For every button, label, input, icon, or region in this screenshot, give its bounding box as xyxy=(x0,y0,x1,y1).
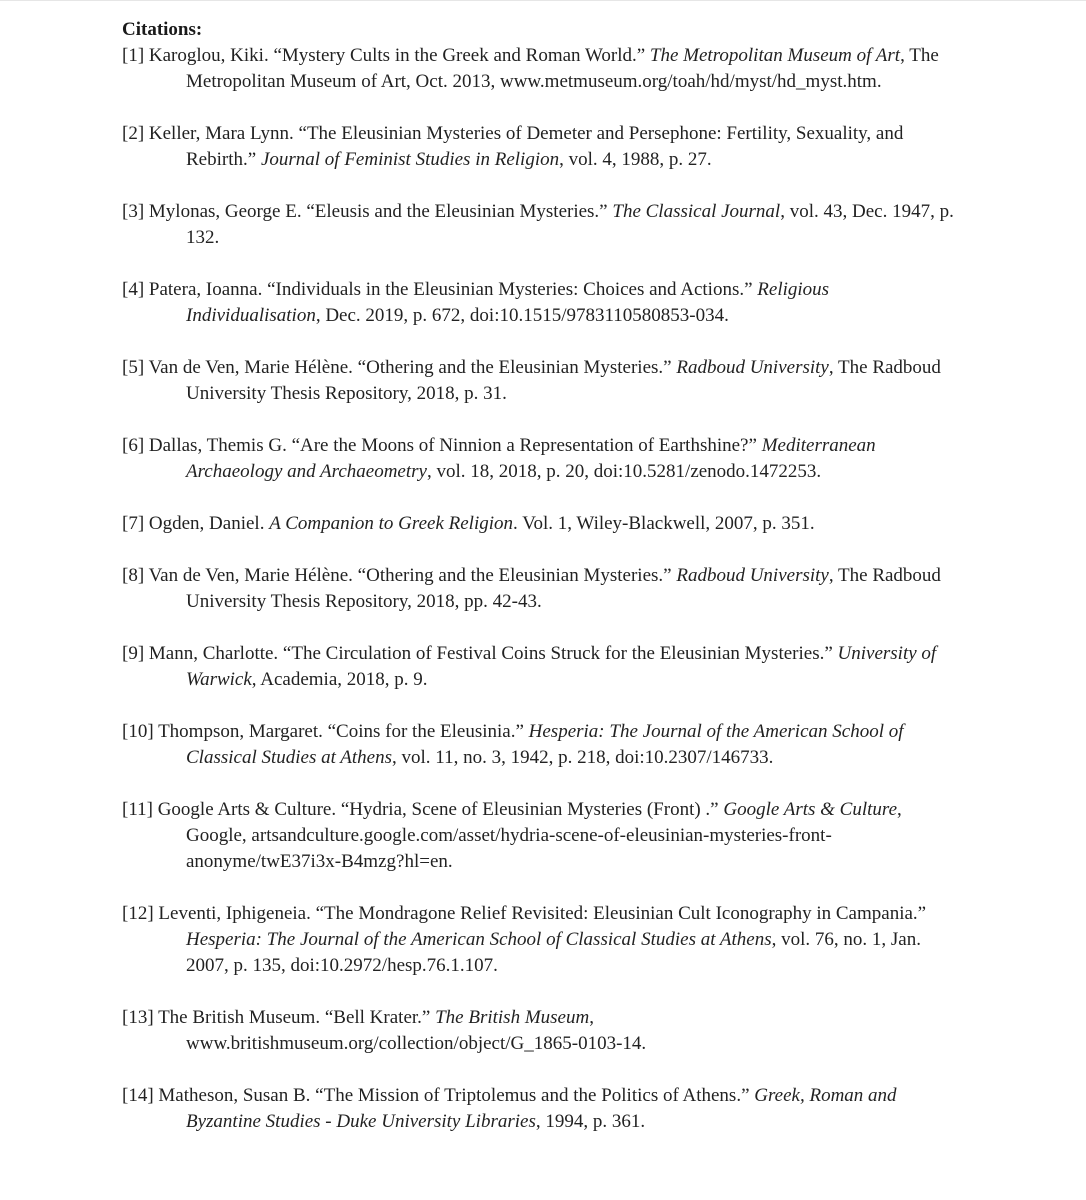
citation-9 xyxy=(122,641,962,693)
citation-5 xyxy=(122,355,962,407)
citation-text: Google Arts & Culture. “Hydria, Scene of Eleusinian Mysteries (Front) .” xyxy=(152,799,724,820)
citation-11 xyxy=(122,797,962,875)
citation-details: , vol. 18, 2018, p. 20, doi:10.5281/zenodo.1472253. xyxy=(426,461,822,482)
citation-text: Dallas, Themis G. “Are the Moons of Ninnion a Representation of Earthshine?” xyxy=(144,435,762,456)
citation-number: [11] xyxy=(122,799,153,820)
citation-source: The Classical Journal xyxy=(612,201,781,222)
citation-number: [5] xyxy=(122,357,145,378)
citation-details: . Vol. 1, Wiley-Blackwell, 2007, p. 351. xyxy=(513,513,815,534)
citation-number: [2] xyxy=(122,123,145,144)
citation-details: , The Metropolitan Museum of Art, Oct. 2013, www.metmuseum.org/toah/hd/myst/hd_myst.htm. xyxy=(186,45,939,92)
citation-source: Greek, Roman and Byzantine Studies - Duke University Libraries xyxy=(186,1085,897,1132)
citation-number: [12] xyxy=(122,903,154,924)
citation-text: Van de Ven, Marie Hélène. “Othering and the Eleusinian Mysteries.” xyxy=(144,357,677,378)
citation-source: Radboud University xyxy=(676,565,829,586)
citation-source: Google Arts & Culture xyxy=(723,799,898,820)
citation-number: [8] xyxy=(122,565,145,586)
citation-14 xyxy=(122,1083,962,1135)
citations-heading: Citations: xyxy=(122,19,203,40)
citation-details: , vol. 11, no. 3, 1942, p. 218, doi:10.2307/146733. xyxy=(392,747,774,768)
citation-4 xyxy=(122,277,962,329)
citation-text: The British Museum. “Bell Krater.” xyxy=(153,1007,436,1028)
citation-number: [1] xyxy=(122,45,145,66)
citation-details: , The Radboud University Thesis Repository, 2018, pp. 42-43. xyxy=(186,565,941,612)
citation-text: Mann, Charlotte. “The Circulation of Festival Coins Struck for the Eleusinian Mysteries.” xyxy=(144,643,838,664)
citation-6 xyxy=(122,433,962,485)
citation-text: Ogden, Daniel. xyxy=(144,513,270,534)
citation-number: [14] xyxy=(122,1085,154,1106)
citation-text: Karoglou, Kiki. “Mystery Cults in the Greek and Roman World.” xyxy=(144,45,650,66)
citation-text: Keller, Mara Lynn. “The Eleusinian Mysteries of Demeter and Persephone: Fertility, Sexuality, and Rebirth.” xyxy=(144,123,904,170)
citation-source: University of Warwick xyxy=(186,643,937,690)
citation-text: Matheson, Susan B. “The Mission of Triptolemus and the Politics of Athens.” xyxy=(153,1085,755,1106)
citation-details: , Dec. 2019, p. 672, doi:10.1515/9783110580853-034. xyxy=(315,305,729,326)
citation-details: , Academia, 2018, p. 9. xyxy=(251,669,428,690)
citation-details: , The Radboud University Thesis Repository, 2018, p. 31. xyxy=(186,357,941,404)
citation-text: Patera, Ioanna. “Individuals in the Eleusinian Mysteries: Choices and Actions.” xyxy=(144,279,758,300)
citation-number: [13] xyxy=(122,1007,154,1028)
citation-source: Journal of Feminist Studies in Religion xyxy=(260,149,560,170)
citation-number: [10] xyxy=(122,721,154,742)
citation-source: Hesperia: The Journal of the American School of Classical Studies at Athens xyxy=(186,721,904,768)
citation-source: Mediterranean Archaeology and Archaeometry xyxy=(186,435,876,482)
citation-2 xyxy=(122,121,962,173)
citation-details: , vol. 43, Dec. 1947, p. 132. xyxy=(186,201,954,248)
citation-source: The Metropolitan Museum of Art xyxy=(649,45,901,66)
citation-details: , www.britishmuseum.org/collection/object/G_1865-0103-14. xyxy=(186,1007,647,1054)
citation-details: , vol. 76, no. 1, Jan. 2007, p. 135, doi:10.2972/hesp.76.1.107. xyxy=(186,929,921,976)
citation-text: Thompson, Margaret. “Coins for the Eleusinia.” xyxy=(153,721,529,742)
citations-document xyxy=(122,17,962,1161)
citation-8 xyxy=(122,563,962,615)
citation-13 xyxy=(122,1005,962,1057)
citation-source: Hesperia: The Journal of the American School of Classical Studies at Athens xyxy=(186,929,772,950)
citation-details: , 1994, p. 361. xyxy=(535,1111,646,1132)
citation-number: [7] xyxy=(122,513,145,534)
citation-1 xyxy=(122,43,962,95)
citation-text: Leventi, Iphigeneia. “The Mondragone Relief Revisited: Eleusinian Cult Iconography in Campania.” xyxy=(153,903,927,924)
citation-source: Religious Individualisation xyxy=(186,279,830,326)
citation-text: Mylonas, George E. “Eleusis and the Eleusinian Mysteries.” xyxy=(144,201,613,222)
citation-details: , vol. 4, 1988, p. 27. xyxy=(559,149,712,170)
citation-10 xyxy=(122,719,962,771)
citation-12 xyxy=(122,901,962,979)
citation-number: [3] xyxy=(122,201,145,222)
citation-3 xyxy=(122,199,962,251)
citation-number: [6] xyxy=(122,435,145,456)
citation-source: Radboud University xyxy=(676,357,829,378)
citation-source: A Companion to Greek Religion xyxy=(269,513,514,534)
citation-number: [9] xyxy=(122,643,145,664)
citation-number: [4] xyxy=(122,279,145,300)
citation-source: The British Museum xyxy=(435,1007,590,1028)
citation-7 xyxy=(122,511,962,537)
citation-details: , Google, artsandculture.google.com/asset/hydria-scene-of-eleusinian-mysteries-front-anonyme/twE37i3x-B4mzg?hl=en. xyxy=(186,799,902,872)
page-top-border xyxy=(0,0,1086,1)
citation-text: Van de Ven, Marie Hélène. “Othering and the Eleusinian Mysteries.” xyxy=(144,565,677,586)
